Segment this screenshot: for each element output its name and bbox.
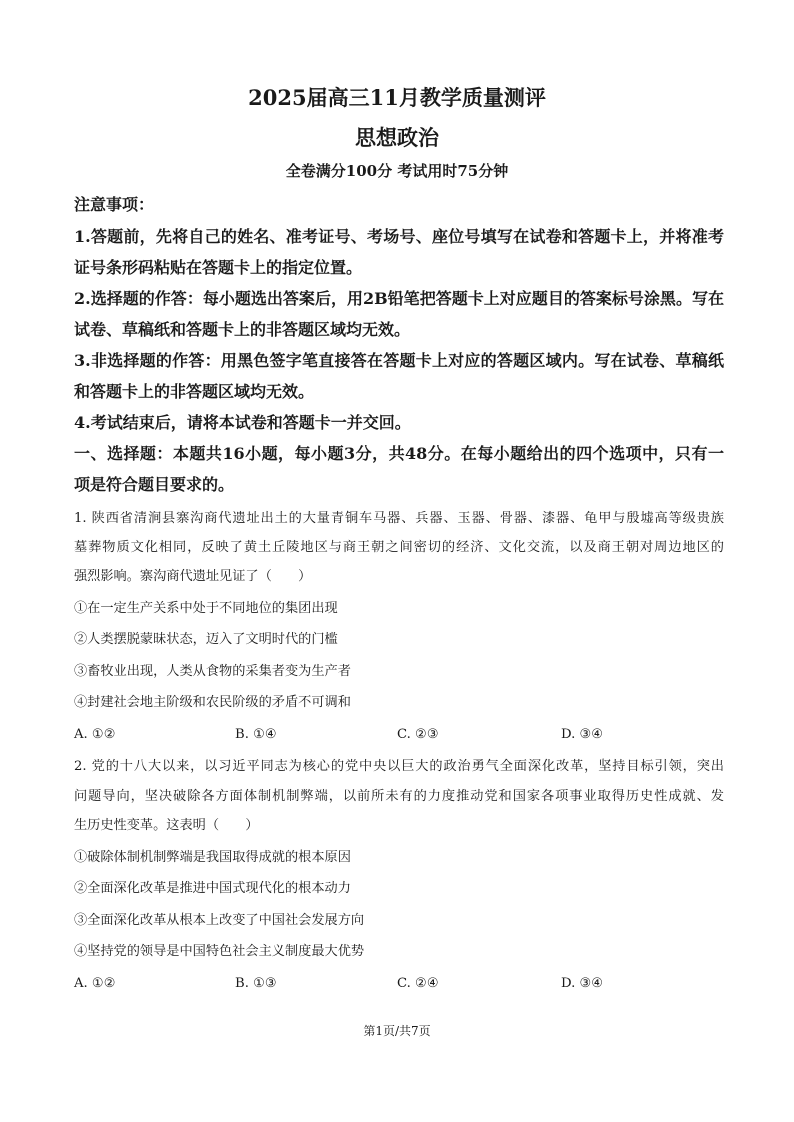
question-1-stem-line-1: 1. 陕西省清涧县寨沟商代遗址出土的大量青铜车马器、兵器、玉器、骨器、漆器、龟甲与殷墟高等级贵族: [74, 511, 724, 526]
note-1-line-1: 1.答题前，先将自己的姓名、准考证号、考场号、座位号填写在试卷和答题卡上，并将准考: [74, 227, 724, 246]
question-1-stem-line-3: 强烈影响。寨沟商代遗址见证了（ ）: [74, 569, 312, 584]
page-number: 第1页/共7页: [363, 1024, 431, 1038]
question-2-statement-2: ②全面深化改革是推进中国式现代化的根本动力: [74, 881, 351, 896]
question-1-statement-1: ①在一定生产关系中处于不同地位的集团出现: [74, 601, 338, 616]
notes-heading: 注意事项：: [74, 195, 155, 214]
section-heading-line-2: 项是符合题目要求的。: [74, 475, 235, 494]
note-1-line-2: 证号条形码粘贴在答题卡上的指定位置。: [74, 258, 363, 277]
note-4-line-1: 4.考试结束后，请将本试卷和答题卡一并交回。: [74, 413, 411, 432]
note-3-line-1: 3.非选择题的作答：用黑色签字笔直接答在答题卡上对应的答题区域内。写在试卷、草稿纸: [74, 351, 724, 370]
section-heading-line-1: 一、选择题：本题共16小题，每小题3分，共48分。在每小题给出的四个选项中，只有一: [74, 444, 724, 463]
exam-meta: 全卷满分100分 考试用时75分钟: [285, 162, 509, 180]
question-2-option-c: C. ②④: [397, 976, 439, 991]
question-1-option-a: A. ①②: [74, 727, 116, 742]
question-2-option-a: A. ①②: [74, 976, 116, 991]
question-1-option-b: B. ①④: [235, 727, 277, 742]
subject-title: 思想政治: [355, 125, 439, 150]
question-2-option-b: B. ①③: [235, 976, 277, 991]
note-3-line-2: 和答题卡上的非答题区域均无效。: [74, 382, 315, 401]
question-1-statement-4: ④封建社会地主阶级和农民阶级的矛盾不可调和: [74, 695, 351, 710]
question-1-statement-3: ③畜牧业出现，人类从食物的采集者变为生产者: [74, 664, 351, 679]
question-1-statement-2: ②人类摆脱蒙昧状态，迈入了文明时代的门槛: [74, 632, 338, 647]
question-2-option-d: D. ③④: [561, 976, 604, 991]
question-2-statement-1: ①破除体制机制弊端是我国取得成就的根本原因: [74, 850, 351, 865]
question-2-stem-line-2: 问题导向，坚决破除各方面体制机制弊端，以前所未有的力度推动党和国家各项事业取得历史性成就、发: [74, 789, 724, 804]
question-2-statement-4: ④坚持党的领导是中国特色社会主义制度最大优势: [74, 944, 365, 959]
question-1-option-c: C. ②③: [397, 727, 439, 742]
question-2-stem-line-3: 生历史性变革。这表明（ ）: [74, 818, 259, 833]
exam-title: 2025届高三11月教学质量测评: [248, 85, 546, 110]
question-2-stem-line-1: 2. 党的十八大以来，以习近平同志为核心的党中央以巨大的政治勇气全面深化改革，坚持目标引领，突出: [74, 759, 724, 774]
question-1-option-d: D. ③④: [561, 727, 604, 742]
note-2-line-1: 2.选择题的作答：每小题选出答案后，用2B铅笔把答题卡上对应题目的答案标号涂黑。写在: [74, 289, 724, 308]
question-2-statement-3: ③全面深化改革从根本上改变了中国社会发展方向: [74, 913, 365, 928]
note-2-line-2: 试卷、草稿纸和答题卡上的非答题区域均无效。: [74, 320, 411, 339]
question-1-stem-line-2: 墓葬物质文化相同，反映了黄土丘陵地区与商王朝之间密切的经济、文化交流，以及商王朝对周边地区的: [74, 540, 724, 555]
